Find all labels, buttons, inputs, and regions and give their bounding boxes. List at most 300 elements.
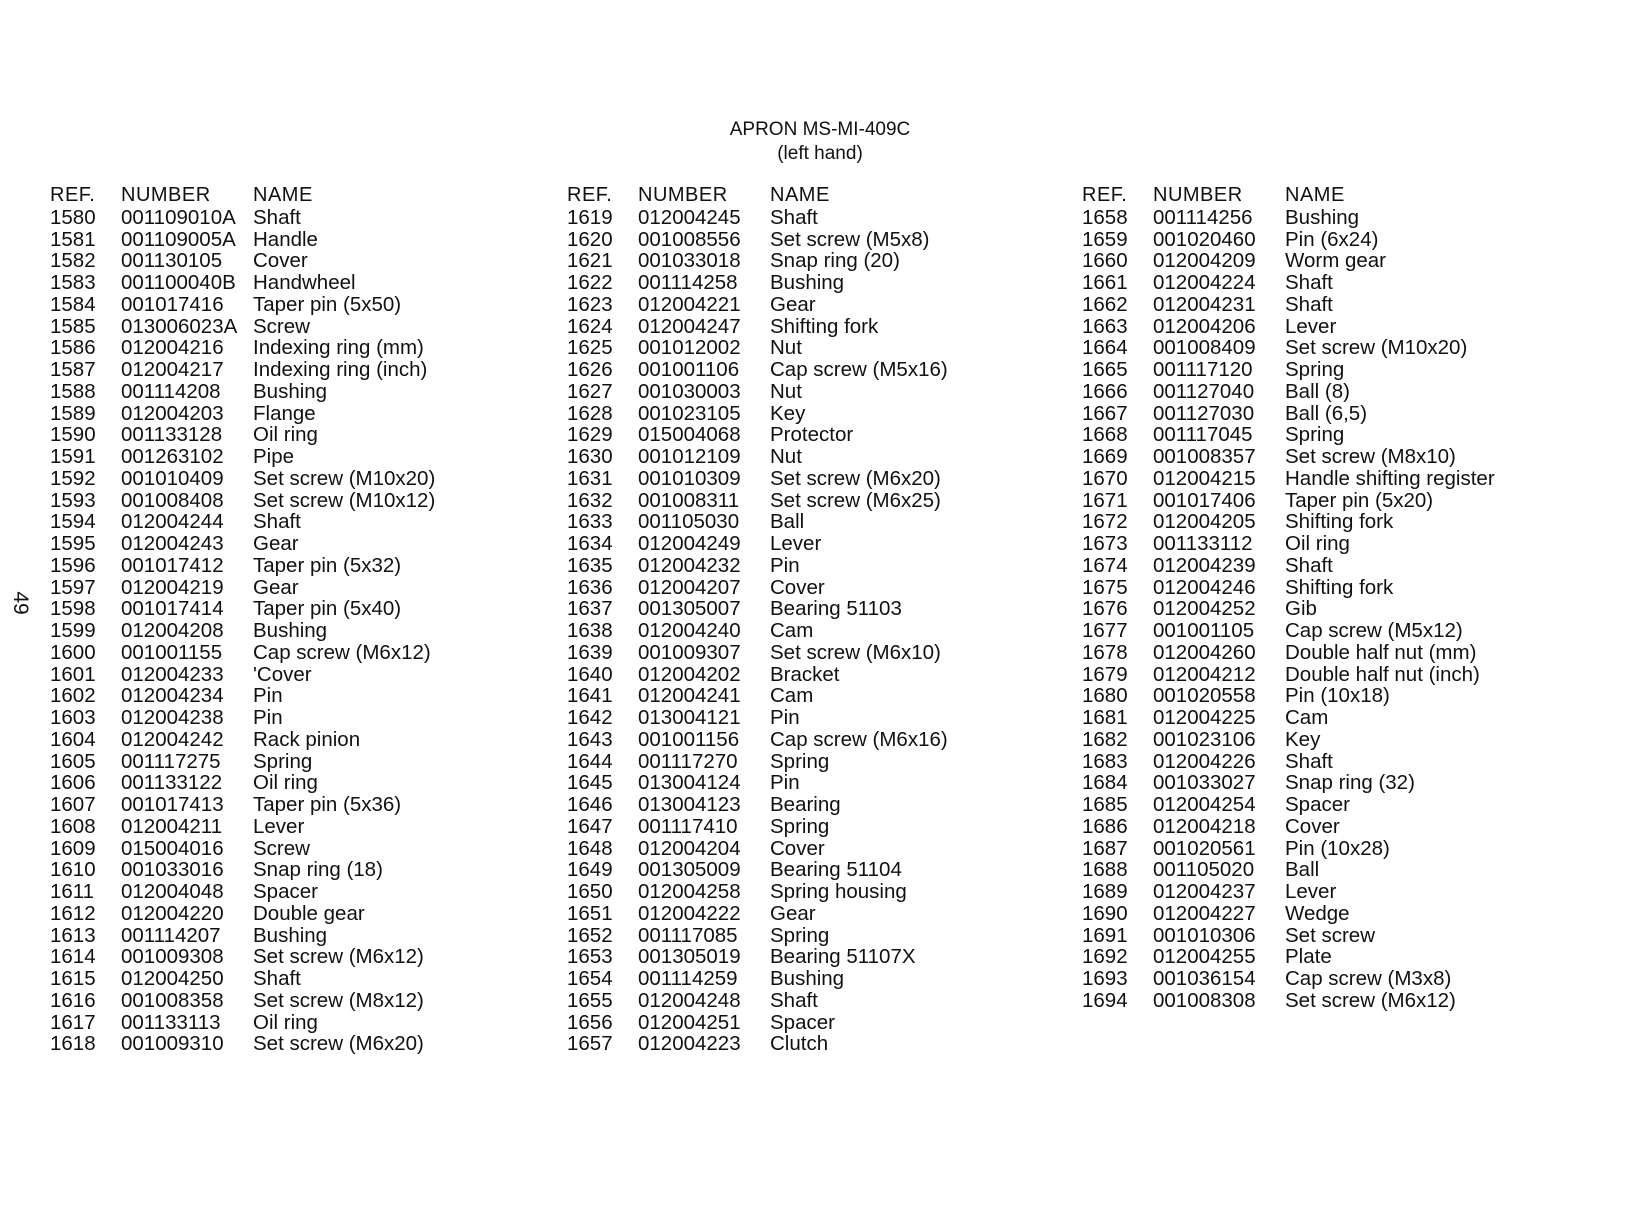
- part-name-cell: Double half nut (mm): [1285, 640, 1477, 664]
- table-row: [50, 620, 543, 642]
- ref-cell: 1663: [1082, 314, 1128, 338]
- table-row: [1082, 990, 1575, 1012]
- table-row: [1082, 229, 1575, 251]
- part-name-cell: Bushing: [1285, 205, 1360, 229]
- part-name-cell: Taper pin (5x40): [253, 597, 402, 621]
- header-ref: REF.: [567, 184, 613, 206]
- header-name: NAME: [770, 184, 830, 206]
- table-row: [567, 859, 1060, 881]
- ref-cell: 1686: [1082, 814, 1128, 838]
- table-row: [50, 229, 543, 251]
- ref-cell: 1652: [567, 923, 613, 947]
- part-number-cell: 012004211: [121, 814, 223, 838]
- table-row: [1082, 642, 1575, 664]
- part-number-cell: 001020558: [1153, 684, 1256, 708]
- part-number-cell: 012004243: [121, 532, 224, 555]
- part-name-cell: Bearing 51104: [770, 858, 902, 882]
- part-name-cell: Set screw (M8x12): [253, 988, 424, 1012]
- ref-cell: 1679: [1082, 662, 1128, 686]
- table-row: [567, 468, 1060, 490]
- part-name-cell: Snap ring (20): [770, 249, 900, 273]
- table-row: [567, 490, 1060, 512]
- part-number-cell: 001305007: [638, 597, 741, 621]
- part-name-cell: Cover: [770, 575, 825, 599]
- part-name-cell: Handle: [253, 227, 318, 251]
- part-number-cell: 001100040B: [121, 271, 236, 294]
- part-name-cell: Taper pin (5x50): [253, 292, 402, 316]
- part-number-cell: 001033018: [638, 249, 741, 273]
- ref-cell: 1654: [567, 967, 613, 990]
- part-number-cell: 012004245: [638, 205, 741, 229]
- table-row: [1082, 946, 1575, 968]
- part-name-cell: Pin: [253, 684, 283, 708]
- table-row: [50, 250, 543, 272]
- table-row: [567, 511, 1060, 533]
- table-row: [567, 359, 1060, 381]
- part-name-cell: Flange: [253, 401, 316, 425]
- ref-cell: 1585: [50, 314, 96, 338]
- ref-cell: 1673: [1082, 532, 1128, 555]
- ref-cell: 1631: [567, 466, 613, 490]
- part-name-cell: Double gear: [253, 901, 365, 925]
- table-row: [50, 294, 543, 316]
- part-number-cell: 001009307: [638, 640, 741, 664]
- table-row: [567, 533, 1060, 555]
- part-name-cell: Cover: [770, 836, 825, 860]
- ref-cell: 1645: [567, 771, 613, 795]
- part-number-cell: 001127040: [1153, 379, 1255, 403]
- part-number-cell: 001008311: [638, 488, 740, 512]
- part-number-cell: 001117275: [121, 749, 221, 773]
- table-row: [567, 446, 1060, 468]
- part-name-cell: Nut: [770, 336, 802, 360]
- ref-cell: 1681: [1082, 706, 1128, 729]
- table-row: [567, 272, 1060, 294]
- part-number-cell: 001117045: [1153, 423, 1253, 447]
- part-number-cell: 012004227: [1153, 901, 1256, 925]
- table-row: [50, 468, 543, 490]
- part-number-cell: 012004216: [121, 336, 224, 360]
- table-row: [50, 403, 543, 425]
- table-row: [567, 1012, 1060, 1034]
- part-name-cell: Bushing: [253, 379, 328, 403]
- part-name-cell: Protector: [770, 423, 854, 447]
- ref-cell: 1662: [1082, 292, 1128, 316]
- table-row: [567, 1033, 1060, 1055]
- table-row: [1082, 272, 1575, 294]
- ref-cell: 1629: [567, 423, 613, 447]
- ref-cell: 1649: [567, 858, 613, 882]
- part-name-cell: Shaft: [1285, 553, 1333, 577]
- part-name-cell: Set screw (M6x20): [770, 466, 941, 490]
- ref-cell: 1655: [567, 988, 613, 1012]
- part-number-cell: 001130105: [121, 249, 223, 273]
- part-name-cell: Bearing: [770, 793, 841, 816]
- part-name-cell: Cap screw (M6x16): [770, 727, 948, 751]
- part-name-cell: Double half nut (inch): [1285, 662, 1480, 686]
- header-name: NAME: [253, 184, 313, 206]
- part-name-cell: Cam: [770, 684, 814, 708]
- table-row: [50, 577, 543, 599]
- part-name-cell: Spring: [770, 749, 830, 773]
- part-name-cell: Oil ring: [253, 423, 318, 447]
- part-name-cell: Plate: [1285, 945, 1332, 969]
- ref-cell: 1614: [50, 945, 96, 969]
- table-row: [1082, 707, 1575, 729]
- part-number-cell: 001008556: [638, 227, 741, 251]
- part-number-cell: 001109010A: [121, 205, 236, 229]
- ref-cell: 1634: [567, 532, 613, 555]
- part-number-cell: 012004220: [121, 901, 224, 925]
- part-name-cell: Gear: [253, 575, 299, 599]
- part-number-cell: 001008408: [121, 488, 224, 512]
- ref-cell: 1628: [567, 401, 613, 425]
- ref-cell: 1601: [50, 662, 96, 686]
- table-row: [567, 598, 1060, 620]
- ref-cell: 1633: [567, 510, 613, 534]
- part-number-cell: 001001156: [638, 727, 740, 751]
- part-number-cell: 012004212: [1153, 662, 1256, 686]
- table-row: [567, 642, 1060, 664]
- ref-cell: 1608: [50, 814, 96, 838]
- part-number-cell: 012004208: [121, 619, 224, 642]
- part-number-cell: 001114258: [638, 271, 738, 294]
- part-number-cell: 012004221: [638, 292, 741, 316]
- part-number-cell: 012004222: [638, 901, 741, 925]
- part-name-cell: Clutch: [770, 1032, 829, 1056]
- table-row: [1082, 598, 1575, 620]
- part-name-cell: Key: [770, 401, 806, 425]
- part-number-cell: 001305019: [638, 945, 741, 969]
- table-row: [1082, 664, 1575, 686]
- table-row: [567, 403, 1060, 425]
- table-row: [50, 664, 543, 686]
- part-number-cell: 015004068: [638, 423, 741, 447]
- table-row: [50, 838, 543, 860]
- ref-cell: 1684: [1082, 771, 1128, 795]
- part-name-cell: Spring: [253, 749, 313, 773]
- header-number: NUMBER: [638, 184, 728, 206]
- part-number-cell: 001305009: [638, 858, 741, 882]
- part-number-cell: 012004205: [1153, 510, 1256, 534]
- part-name-cell: Spacer: [1285, 793, 1350, 816]
- ref-cell: 1693: [1082, 967, 1128, 990]
- ref-cell: 1622: [567, 271, 613, 294]
- title-block: [0, 118, 1640, 166]
- ref-cell: 1626: [567, 358, 613, 381]
- table-row: [1082, 250, 1575, 272]
- table-row: [1082, 381, 1575, 403]
- table-row: [1082, 772, 1575, 794]
- table-row: [50, 316, 543, 338]
- part-number-cell: 012004246: [1153, 575, 1256, 599]
- part-number-cell: 012004217: [121, 358, 224, 381]
- part-name-cell: Snap ring (18): [253, 858, 383, 882]
- part-number-cell: 012004255: [1153, 945, 1256, 969]
- part-number-cell: 001023106: [1153, 727, 1256, 751]
- ref-cell: 1666: [1082, 379, 1128, 403]
- table-row: [1082, 490, 1575, 512]
- part-number-cell: 012004260: [1153, 640, 1256, 664]
- table-row: [50, 903, 543, 925]
- ref-cell: 1667: [1082, 401, 1128, 425]
- part-number-cell: 001105030: [638, 510, 740, 534]
- table-row: [567, 925, 1060, 947]
- parts-column-1: [50, 185, 543, 1055]
- part-name-cell: Set screw (M5x8): [770, 227, 930, 251]
- part-name-cell: Lever: [770, 532, 822, 555]
- part-name-cell: Gear: [253, 532, 299, 555]
- table-row: [50, 555, 543, 577]
- ref-cell: 1592: [50, 466, 96, 490]
- table-row: [1082, 925, 1575, 947]
- page-subtitle: (left hand): [777, 143, 863, 164]
- ref-cell: 1643: [567, 727, 613, 751]
- ref-cell: 1644: [567, 749, 613, 773]
- part-number-cell: 012004225: [1153, 706, 1256, 729]
- table-row: [567, 555, 1060, 577]
- part-number-cell: 001008358: [121, 988, 224, 1012]
- part-name-cell: Screw: [253, 836, 310, 860]
- part-name-cell: Spacer: [770, 1010, 835, 1034]
- ref-cell: 1694: [1082, 988, 1128, 1012]
- ref-cell: 1606: [50, 771, 96, 795]
- ref-cell: 1602: [50, 684, 96, 708]
- ref-cell: 1637: [567, 597, 613, 621]
- part-name-cell: Oil ring: [1285, 532, 1350, 555]
- part-name-cell: Shifting fork: [1285, 510, 1394, 534]
- table-row: [50, 990, 543, 1012]
- part-name-cell: Pin (10x28): [1285, 836, 1390, 860]
- part-number-cell: 001001106: [638, 358, 740, 381]
- ref-cell: 1589: [50, 401, 96, 425]
- part-name-cell: Set screw (M8x10): [1285, 445, 1456, 468]
- table-row: [1082, 794, 1575, 816]
- ref-cell: 1668: [1082, 423, 1128, 447]
- table-row: [1082, 468, 1575, 490]
- ref-cell: 1689: [1082, 880, 1128, 903]
- part-number-cell: 012004206: [1153, 314, 1256, 338]
- ref-cell: 1646: [567, 793, 613, 816]
- part-number-cell: 001030003: [638, 379, 741, 403]
- part-name-cell: Set screw (M10x20): [253, 466, 436, 490]
- ref-cell: 1621: [567, 249, 613, 273]
- table-row: [50, 381, 543, 403]
- part-name-cell: Set screw (M6x12): [253, 945, 424, 969]
- part-name-cell: Shaft: [770, 988, 818, 1012]
- part-number-cell: 001017416: [121, 292, 224, 316]
- table-row: [567, 881, 1060, 903]
- ref-cell: 1625: [567, 336, 613, 360]
- ref-cell: 1677: [1082, 619, 1128, 642]
- ref-cell: 1688: [1082, 858, 1128, 882]
- ref-cell: 1658: [1082, 205, 1128, 229]
- part-name-cell: Ball: [770, 510, 805, 534]
- part-number-cell: 012004249: [638, 532, 741, 555]
- ref-cell: 1586: [50, 336, 96, 360]
- table-row: [50, 794, 543, 816]
- table-row: [567, 577, 1060, 599]
- part-number-cell: 012004238: [121, 706, 224, 729]
- table-row: [567, 381, 1060, 403]
- table-row: [1082, 751, 1575, 773]
- part-name-cell: Shifting fork: [770, 314, 879, 338]
- page-number: 49: [9, 591, 32, 615]
- table-row: [1082, 620, 1575, 642]
- header-number: NUMBER: [121, 184, 211, 206]
- part-name-cell: Pin: [770, 706, 800, 729]
- ref-cell: 1611: [50, 880, 95, 903]
- ref-cell: 1632: [567, 488, 613, 512]
- part-number-cell: 001017412: [121, 553, 224, 577]
- table-row: [1082, 859, 1575, 881]
- part-name-cell: Set screw (M6x10): [770, 640, 941, 664]
- part-number-cell: 001010306: [1153, 923, 1256, 947]
- ref-cell: 1687: [1082, 836, 1128, 860]
- ref-cell: 1591: [50, 445, 96, 468]
- part-number-cell: 001127030: [1153, 401, 1255, 425]
- part-number-cell: 012004226: [1153, 749, 1256, 773]
- part-name-cell: Pipe: [253, 445, 295, 468]
- part-number-cell: 001114256: [1153, 205, 1253, 229]
- part-number-cell: 012004231: [1153, 292, 1256, 316]
- part-number-cell: 001010309: [638, 466, 741, 490]
- ref-cell: 1690: [1082, 901, 1128, 925]
- part-number-cell: 001010409: [121, 466, 224, 490]
- ref-cell: 1659: [1082, 227, 1128, 251]
- part-name-cell: Wedge: [1285, 901, 1350, 925]
- ref-cell: 1683: [1082, 749, 1128, 773]
- part-number-cell: 012004247: [638, 314, 741, 338]
- table-row: [50, 685, 543, 707]
- part-number-cell: 012004232: [638, 553, 741, 577]
- part-name-cell: Shaft: [1285, 749, 1333, 773]
- table-row: [50, 816, 543, 838]
- ref-cell: 1588: [50, 379, 96, 403]
- table-row: [50, 598, 543, 620]
- part-name-cell: Bushing: [253, 923, 328, 947]
- part-name-cell: 'Cover: [253, 662, 312, 686]
- ref-cell: 1600: [50, 640, 96, 664]
- ref-cell: 1678: [1082, 640, 1128, 664]
- table-row: [567, 620, 1060, 642]
- part-number-cell: 001033016: [121, 858, 224, 882]
- table-row: [567, 337, 1060, 359]
- part-number-cell: 001001105: [1153, 619, 1255, 642]
- table-row: [50, 359, 543, 381]
- part-number-cell: 012004239: [1153, 553, 1256, 577]
- part-name-cell: Bushing: [253, 619, 328, 642]
- part-number-cell: 001114207: [121, 923, 221, 947]
- part-name-cell: Ball (8): [1285, 379, 1350, 403]
- part-name-cell: Taper pin (5x20): [1285, 488, 1434, 512]
- ref-cell: 1669: [1082, 445, 1128, 468]
- ref-cell: 1676: [1082, 597, 1128, 621]
- ref-cell: 1640: [567, 662, 613, 686]
- part-number-cell: 012004241: [638, 684, 741, 708]
- table-row: [50, 729, 543, 751]
- ref-cell: 1682: [1082, 727, 1128, 751]
- part-number-cell: 001117270: [638, 749, 738, 773]
- table-row: [50, 490, 543, 512]
- part-name-cell: Lever: [1285, 880, 1337, 903]
- table-row: [50, 751, 543, 773]
- part-number-cell: 001114208: [121, 379, 221, 403]
- part-number-cell: 012004219: [121, 575, 224, 599]
- table-row: [567, 207, 1060, 229]
- part-name-cell: Set screw (M10x20): [1285, 336, 1468, 360]
- ref-cell: 1610: [50, 858, 96, 882]
- table-row: [567, 990, 1060, 1012]
- part-number-cell: 012004254: [1153, 793, 1256, 816]
- table-row: [1082, 903, 1575, 925]
- header-ref: REF.: [1082, 184, 1128, 206]
- part-name-cell: Spring housing: [770, 880, 907, 903]
- ref-cell: 1636: [567, 575, 613, 599]
- part-number-cell: 001012002: [638, 336, 741, 360]
- ref-cell: 1604: [50, 727, 96, 751]
- part-name-cell: Shifting fork: [1285, 575, 1394, 599]
- ref-cell: 1665: [1082, 358, 1128, 381]
- part-number-cell: 012004048: [121, 880, 224, 903]
- table-row: [1082, 207, 1575, 229]
- part-number-cell: 012004233: [121, 662, 224, 686]
- ref-cell: 1641: [567, 684, 613, 708]
- parts-column-2: [567, 185, 1060, 1055]
- part-number-cell: 001008357: [1153, 445, 1256, 468]
- ref-cell: 1609: [50, 836, 96, 860]
- table-row: [1082, 359, 1575, 381]
- part-number-cell: 001133113: [121, 1010, 221, 1034]
- table-row: [50, 446, 543, 468]
- table-row: [50, 642, 543, 664]
- part-name-cell: Taper pin (5x36): [253, 793, 402, 816]
- ref-cell: 1618: [50, 1032, 96, 1056]
- table-row: [1082, 316, 1575, 338]
- table-row: [50, 925, 543, 947]
- ref-cell: 1657: [567, 1032, 613, 1056]
- part-name-cell: Ball: [1285, 858, 1320, 882]
- ref-cell: 1593: [50, 488, 96, 512]
- table-row: [1082, 816, 1575, 838]
- part-name-cell: Spring: [770, 923, 830, 947]
- ref-cell: 1664: [1082, 336, 1128, 360]
- part-name-cell: Lever: [253, 814, 305, 838]
- part-number-cell: 001017406: [1153, 488, 1256, 512]
- table-row: [567, 794, 1060, 816]
- ref-cell: 1670: [1082, 466, 1128, 490]
- part-name-cell: Rack pinion: [253, 727, 361, 751]
- part-number-cell: 012004207: [638, 575, 741, 599]
- part-number-cell: 012004224: [1153, 271, 1256, 294]
- part-name-cell: Bracket: [770, 662, 840, 686]
- part-name-cell: Pin (10x18): [1285, 684, 1390, 708]
- part-name-cell: Key: [1285, 727, 1321, 751]
- part-name-cell: Nut: [770, 445, 802, 468]
- part-number-cell: 001117085: [638, 923, 738, 947]
- part-name-cell: Pin: [770, 553, 800, 577]
- part-name-cell: Oil ring: [253, 1010, 318, 1034]
- table-row: [1082, 968, 1575, 990]
- part-number-cell: 013004123: [638, 793, 741, 816]
- table-row: [50, 968, 543, 990]
- part-name-cell: Cap screw (M3x8): [1285, 967, 1452, 990]
- ref-cell: 1603: [50, 706, 96, 729]
- part-name-cell: Cam: [1285, 706, 1329, 729]
- table-row: [567, 772, 1060, 794]
- table-row: [567, 816, 1060, 838]
- ref-cell: 1613: [50, 923, 96, 947]
